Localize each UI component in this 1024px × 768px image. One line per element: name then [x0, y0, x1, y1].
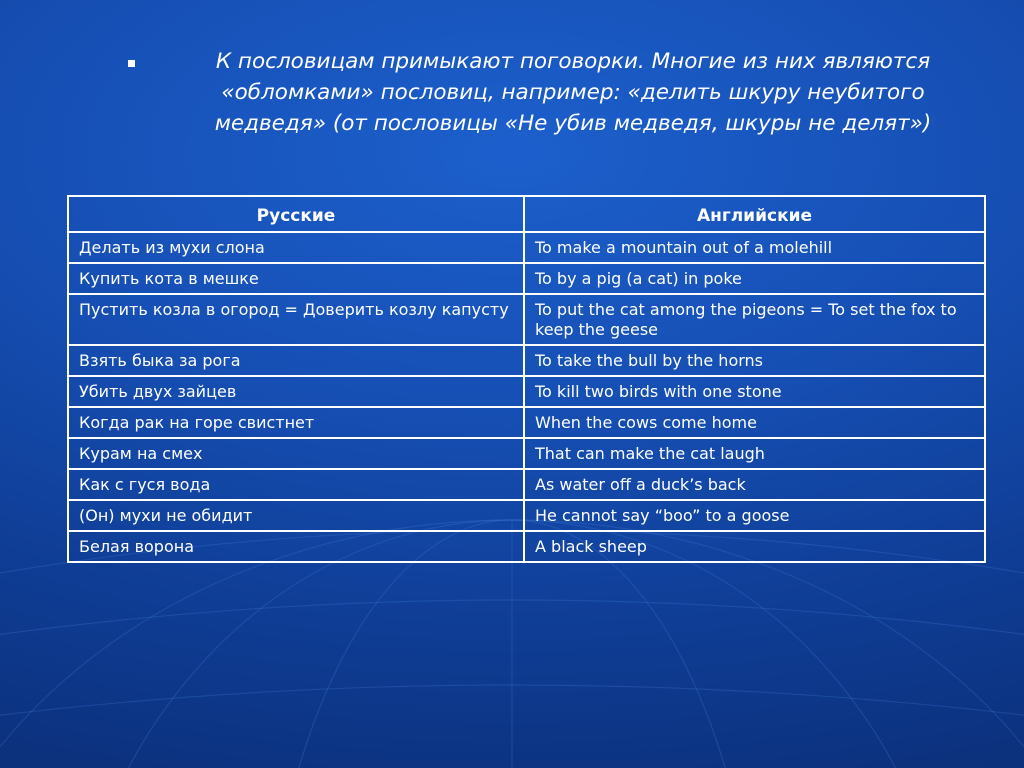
table-row — [68, 438, 985, 469]
table-header-row — [68, 196, 985, 232]
cell-russian: Курам на смех — [68, 438, 524, 469]
table-row — [68, 345, 985, 376]
cell-russian: Белая ворона — [68, 531, 524, 562]
table-row — [68, 232, 985, 263]
cell-russian: Убить двух зайцев — [68, 376, 524, 407]
cell-english: To make a mountain out of a molehill — [524, 232, 985, 263]
cell-english: A black sheep — [524, 531, 985, 562]
cell-russian: Пустить козла в огород = Доверить козлу капусту — [68, 294, 524, 345]
table-row — [68, 500, 985, 531]
cell-russian: Когда рак на горе свистнет — [68, 407, 524, 438]
cell-russian: (Он) мухи не обидит — [68, 500, 524, 531]
header-english: Английские — [524, 196, 985, 232]
table-row — [68, 376, 985, 407]
cell-english: That can make the cat laugh — [524, 438, 985, 469]
table-row — [68, 263, 985, 294]
cell-russian: Делать из мухи слона — [68, 232, 524, 263]
cell-russian: Купить кота в мешке — [68, 263, 524, 294]
cell-russian: Как с гуся вода — [68, 469, 524, 500]
cell-russian: Взять быка за рога — [68, 345, 524, 376]
square-bullet-icon — [128, 60, 135, 67]
header-russian: Русские — [68, 196, 524, 232]
table-row — [68, 294, 985, 345]
cell-english: To put the cat among the pigeons = To set the fox to keep the geese — [524, 294, 985, 345]
table-row — [68, 407, 985, 438]
cell-english: He cannot say “boo” to a goose — [524, 500, 985, 531]
bullet-text: К пословицам примыкают поговорки. Многие из них являются «обломками» пословиц, например: «делить шкуру неубитого медведя» (от пословицы «Не убив медведя, шкуры не делят») — [214, 49, 932, 136]
cell-english: To kill two birds with one stone — [524, 376, 985, 407]
cell-english: To by a pig (a cat) in poke — [524, 263, 985, 294]
cell-english: As water off a duck’s back — [524, 469, 985, 500]
table-row — [68, 469, 985, 500]
cell-english: When the cows come home — [524, 407, 985, 438]
cell-english: To take the bull by the horns — [524, 345, 985, 376]
bullet-paragraph — [128, 46, 988, 139]
table-row — [68, 531, 985, 562]
proverbs-table — [67, 195, 986, 563]
